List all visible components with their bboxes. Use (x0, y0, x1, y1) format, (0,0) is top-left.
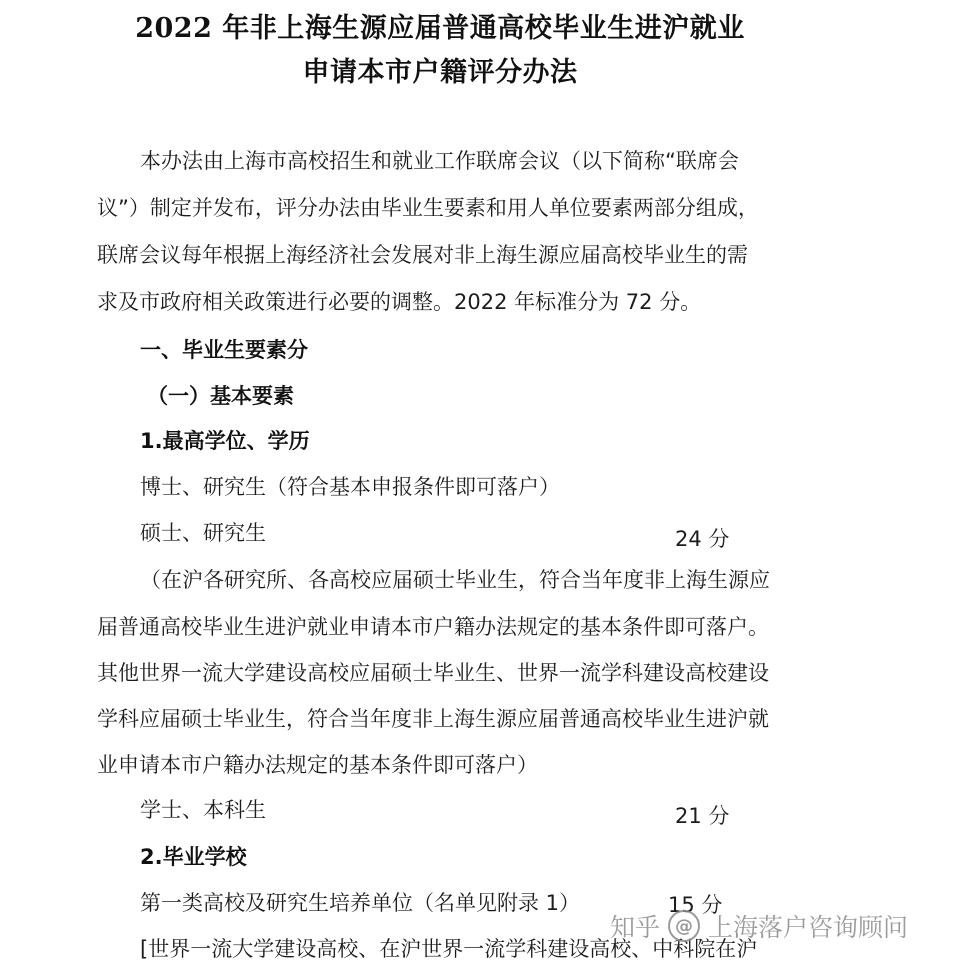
document-title-line-2: 申请本市户籍评分办法 (302, 57, 578, 88)
watermark-author: 上海落户咨询顾问 (708, 913, 909, 942)
watermark-site-name: 知乎 (610, 913, 661, 942)
school-tier1-line: 第一类高校及研究生培养单位（名单见附录 1） (140, 891, 581, 915)
subsection-heading-basic-factors: （一）基本要素 (147, 384, 294, 408)
degree-doctor-line: 博士、研究生（符合基本申报条件即可落户） (140, 475, 560, 499)
document-title-line-1: 2022 年非上海生源应届普通高校毕业生进沪就业 (135, 13, 745, 44)
section-heading-graduate-factors: 一、毕业生要素分 (140, 338, 308, 362)
master-note-line-5: 业申请本市户籍办法规定的基本条件即可落户） (97, 753, 538, 777)
master-note-line-1: （在沪各研究所、各高校应届硕士毕业生，符合当年度非上海生源应 (140, 568, 770, 592)
intro-paragraph-line-1: 本办法由上海市高校招生和就业工作联席会议（以下简称“联席会 (140, 149, 739, 173)
master-note-line-2: 届普通高校毕业生进沪就业申请本市户籍办法规定的基本条件即可落户。 (97, 615, 769, 639)
degree-master-line: 硕士、研究生 (140, 521, 266, 545)
master-note-line-4: 学科应届硕士毕业生，符合当年度非上海生源应届普通高校毕业生进沪就 (97, 707, 769, 731)
school-tier1-note-line: [世界一流大学建设高校、在沪世界一流学科建设高校、中科院在沪 (140, 937, 758, 961)
intro-paragraph-line-3: 联席会议每年根据上海经济社会发展对非上海生源应届高校毕业生的需 (97, 243, 748, 267)
item-heading-graduating-school: 2.毕业学校 (140, 845, 247, 869)
at-icon: @ (668, 910, 700, 942)
item-heading-highest-degree: 1.最高学位、学历 (140, 429, 310, 453)
degree-bachelor-score: 21 分 (675, 804, 730, 828)
intro-paragraph-line-2: 议”）制定并发布，评分办法由毕业生要素和用人单位要素两部分组成， (97, 196, 759, 220)
zhihu-watermark (610, 908, 908, 944)
degree-bachelor-line: 学士、本科生 (140, 798, 266, 822)
school-tier1-score: 15 分 (668, 893, 723, 917)
master-note-line-3: 其他世界一流大学建设高校应届硕士毕业生、世界一流学科建设高校建设 (97, 661, 769, 685)
intro-paragraph-line-4: 求及市政府相关政策进行必要的调整。2022 年标准分为 72 分。 (97, 290, 702, 314)
degree-master-score: 24 分 (675, 527, 730, 551)
